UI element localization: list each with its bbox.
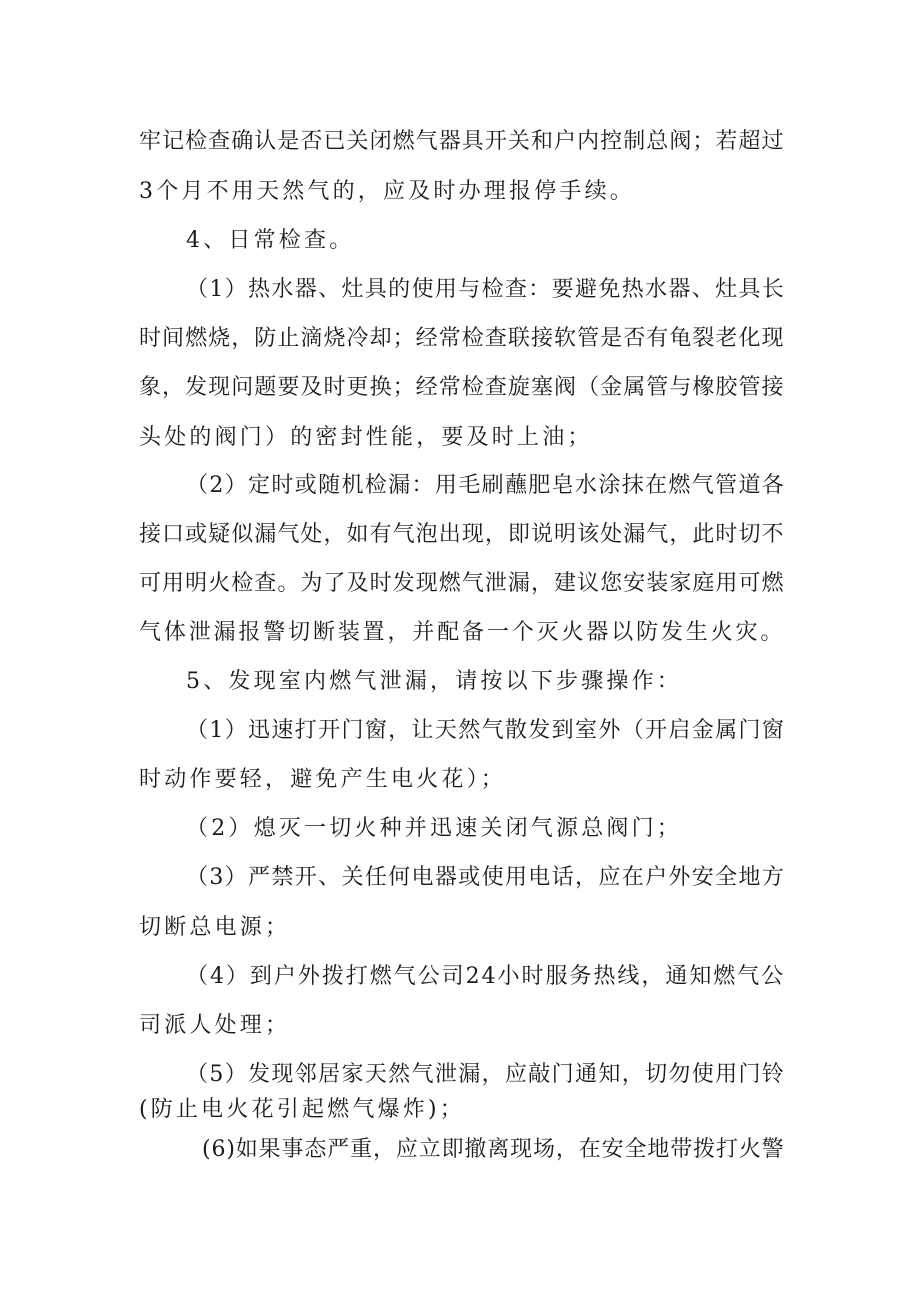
text-line: （4）到户外拨打燃气公司24小时服务热线，通知燃气公 [186,964,786,989]
text-line: （2）定时或随机检漏：用毛刷蘸肥皂水涂抹在燃气管道各 [186,473,786,498]
text-line: (防止电火花引起燃气爆炸)； [139,1097,465,1122]
text-line: （1）热水器、灶具的使用与检查：要避免热水器、灶具长 [186,277,786,302]
text-line: 时动作要轻，避免产生电火花）； [139,767,507,792]
text-line: 气体泄漏报警切断装置，并配备一个灭火器以防发生火灾。 [139,620,786,645]
text-line: （1）迅速打开门窗，让天然气散发到室外（开启金属门窗 [186,718,786,743]
text-line: （3）严禁开、关任何电器或使用电话，应在户外安全地方 [186,865,786,890]
section-heading: 5、发现室内燃气泄漏，请按以下步骤操作： [186,669,682,694]
text-line: 切断总电源； [139,915,291,940]
text-line: 接口或疑似漏气处，如有气泡出现，即说明该处漏气，此时切不 [139,522,785,547]
text-line: 头处的阀门）的密封性能，要及时上油； [139,425,593,450]
text-line: 牢记检查确认是否已关闭燃气器具开关和户内控制总阀；若超过 [139,129,785,154]
text-line: 可用明火检查。为了及时发现燃气泄漏，建议您安装家庭用可燃 [139,571,785,596]
section-heading: 4、日常检查。 [186,228,355,253]
text-line: 司派人处理； [139,1013,291,1038]
text-line: （5）发现邻居家天然气泄漏，应敲门通知，切勿使用门铃 [186,1062,786,1087]
text-line: 象，发现问题要及时更换；经常检查旋塞阀（金属管与橡胶管接 [139,375,785,400]
text-line: (6)如果事态严重，应立即撤离现场，在安全地带拨打火警 [202,1137,785,1162]
text-line: 3个月不用天然气的，应及时办理报停手续。 [139,179,635,204]
text-line: 时间燃烧，防止滴烧冷却；经常检查联接软管是否有龟裂老化现 [139,326,785,351]
text-line: （2）熄灭一切火种并迅速关闭气源总阀门； [186,816,682,841]
